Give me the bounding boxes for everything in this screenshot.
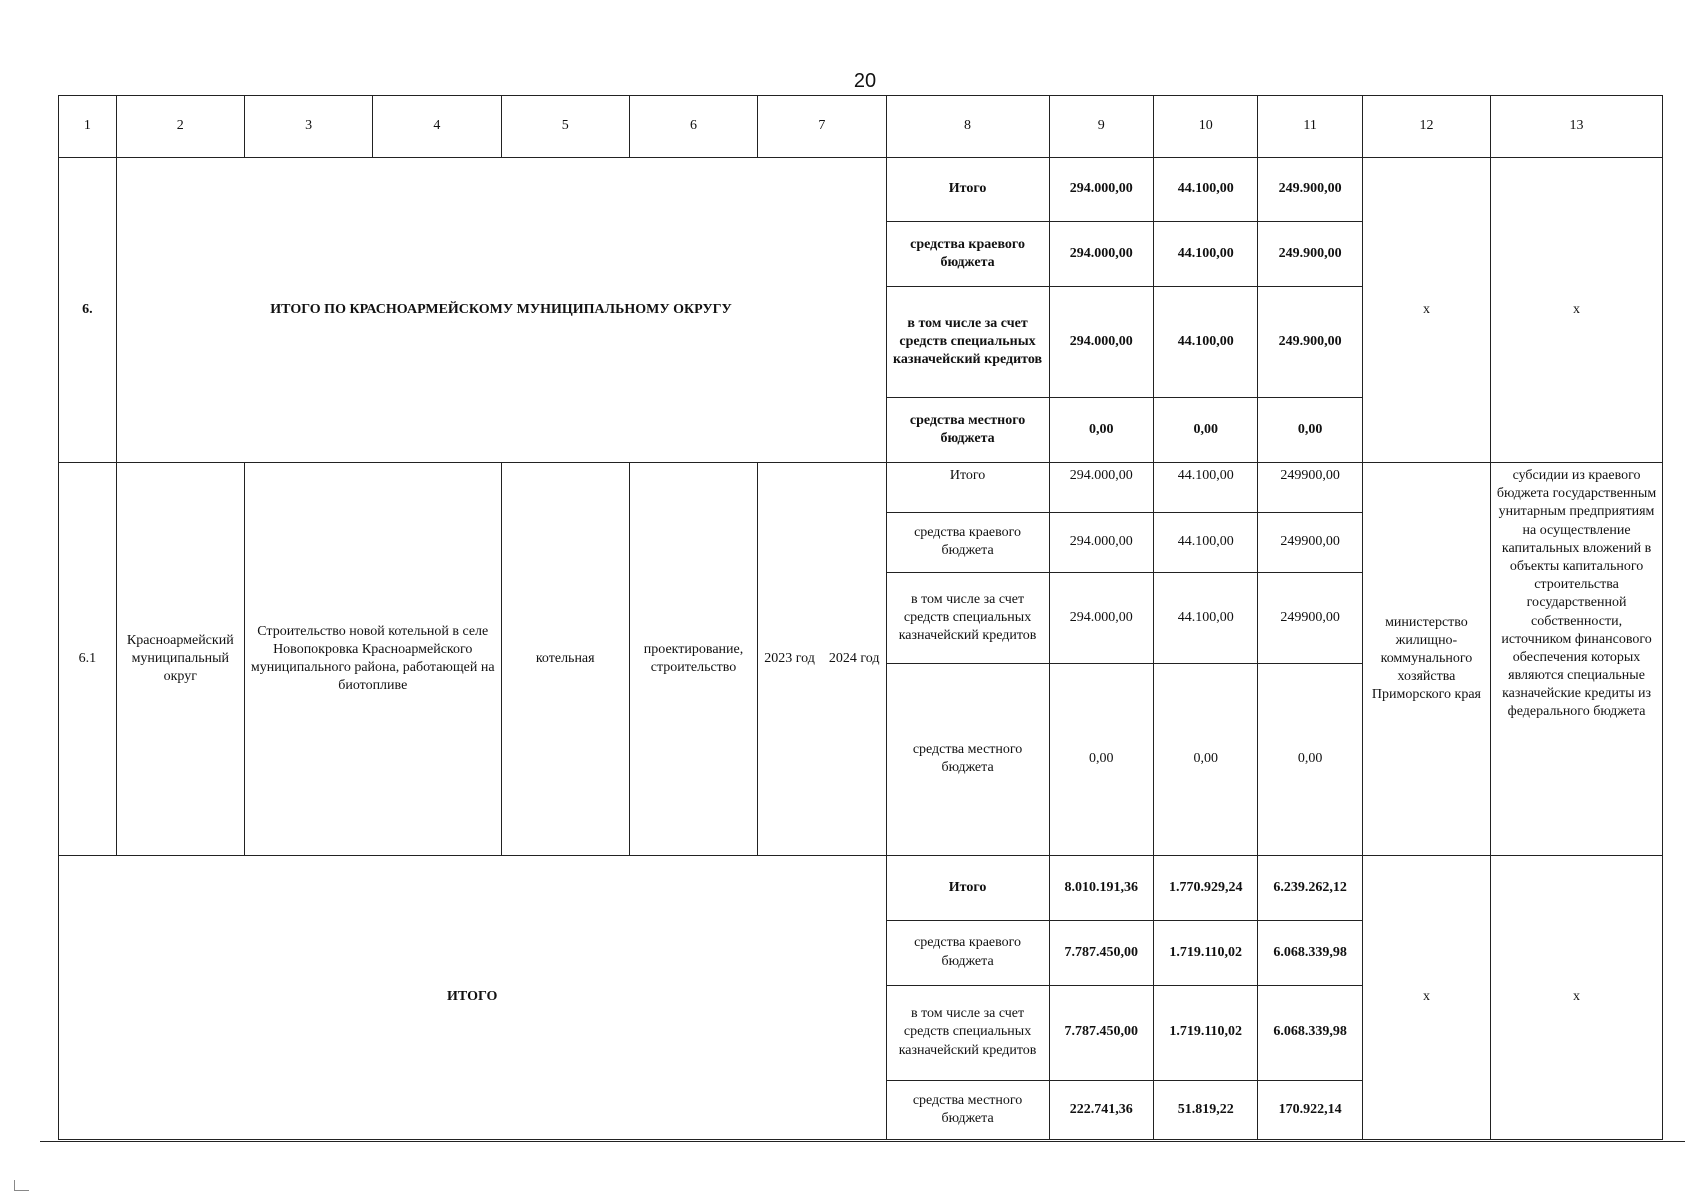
row61-c9: 294.000,00 (1049, 463, 1153, 513)
total-c10: 51.819,22 (1154, 1080, 1258, 1139)
col-header-8: 8 (886, 96, 1049, 158)
section6-c9: 294.000,00 (1049, 222, 1153, 287)
row61-label: Итого (886, 463, 1049, 513)
total-label: средства местного бюджета (886, 1080, 1049, 1139)
total-title: ИТОГО (59, 855, 887, 1139)
col-header-7: 7 (758, 96, 886, 158)
page-number: 20 (853, 70, 877, 92)
total-c13: х (1491, 855, 1663, 1139)
section6-c9: 0,00 (1049, 398, 1153, 463)
col-header-1: 1 (59, 96, 117, 158)
total-c11: 6.239.262,12 (1258, 855, 1362, 920)
col-header-2: 2 (116, 96, 244, 158)
total-c9: 8.010.191,36 (1049, 855, 1153, 920)
col-header-10: 10 (1154, 96, 1258, 158)
row61-c9: 294.000,00 (1049, 512, 1153, 572)
row61-c9: 294.000,00 (1049, 573, 1153, 664)
section6-c11: 249.900,00 (1258, 222, 1362, 287)
col-header-13: 13 (1491, 96, 1663, 158)
col-header-5: 5 (501, 96, 629, 158)
section6-c11: 249.900,00 (1258, 157, 1362, 222)
row61-c11: 249900,00 (1258, 512, 1362, 572)
row61-c10: 44.100,00 (1154, 573, 1258, 664)
section6-c10: 44.100,00 (1154, 157, 1258, 222)
total-c12: х (1362, 855, 1490, 1139)
row61-c11: 249900,00 (1258, 463, 1362, 513)
total-label: в том числе за счет средств специальных казначейский кредитов (886, 985, 1049, 1080)
section6-c9: 294.000,00 (1049, 287, 1153, 398)
section6-c10: 44.100,00 (1154, 222, 1258, 287)
section6-title: ИТОГО ПО КРАСНОАРМЕЙСКОМУ МУНИЦИПАЛЬНОМУ ОКРУГУ (116, 157, 886, 462)
row61-c12: министерство жилищно-коммунального хозяйства Приморского края (1362, 463, 1490, 856)
section6-number: 6. (59, 157, 117, 462)
row61-type: котельная (501, 463, 629, 856)
section6-label: Итого (886, 157, 1049, 222)
col-header-6: 6 (629, 96, 757, 158)
section6-label: в том числе за счет средств специальных казначейский кредитов (886, 287, 1049, 398)
row61-c13: субсидии из краевого бюджета государственным унитарным предприятиям на осуществление капитальных вложений в объекты капитального строительства государственной собственности, источником финансового обеспечения которых являются специальные казначейские кредиты из федерального бюджета (1491, 463, 1663, 856)
section6-label: средства краевого бюджета (886, 222, 1049, 287)
col-header-12: 12 (1362, 96, 1490, 158)
section6-c9: 294.000,00 (1049, 157, 1153, 222)
row61-label: в том числе за счет средств специальных казначейский кредитов (886, 573, 1049, 664)
col-header-11: 11 (1258, 96, 1362, 158)
col-header-3: 3 (244, 96, 372, 158)
total-label: средства краевого бюджета (886, 920, 1049, 985)
section6-c12: х (1362, 157, 1490, 462)
total-c10: 1.719.110,02 (1154, 985, 1258, 1080)
total-c9: 7.787.450,00 (1049, 985, 1153, 1080)
column-numbers-row (59, 96, 1663, 158)
total-row-total (59, 855, 1663, 920)
row61-stage: проектирование, строительство (629, 463, 757, 856)
row61-start: 2023 год (764, 650, 815, 666)
row61-c10: 44.100,00 (1154, 463, 1258, 513)
total-label: Итого (886, 855, 1049, 920)
row61-start-end (758, 463, 886, 856)
total-c10: 1.719.110,02 (1154, 920, 1258, 985)
total-c9: 7.787.450,00 (1049, 920, 1153, 985)
section6-c10: 0,00 (1154, 398, 1258, 463)
total-c9: 222.741,36 (1049, 1080, 1153, 1139)
total-c11: 6.068.339,98 (1258, 985, 1362, 1080)
col-header-9: 9 (1049, 96, 1153, 158)
total-c11: 170.922,14 (1258, 1080, 1362, 1139)
section6-row-total (59, 157, 1663, 222)
section6-c11: 249.900,00 (1258, 287, 1362, 398)
scan-corner-mark (14, 1180, 29, 1191)
row61-number: 6.1 (59, 463, 117, 856)
section6-label: средства местного бюджета (886, 398, 1049, 463)
total-c10: 1.770.929,24 (1154, 855, 1258, 920)
section6-c11: 0,00 (1258, 398, 1362, 463)
row61-label: средства краевого бюджета (886, 512, 1049, 572)
row61-municipality: Красноармейский муниципальный округ (116, 463, 244, 856)
row61-c10: 44.100,00 (1154, 512, 1258, 572)
row61-object: Строительство новой котельной в селе Новопокровка Красноармейского муниципального района, работающей на биотопливе (244, 463, 501, 856)
section6-c13: х (1491, 157, 1663, 462)
row61-label: средства местного бюджета (886, 663, 1049, 855)
row61-c9: 0,00 (1049, 663, 1153, 855)
section6-c10: 44.100,00 (1154, 287, 1258, 398)
total-c11: 6.068.339,98 (1258, 920, 1362, 985)
col-header-4: 4 (373, 96, 501, 158)
row61-c11: 0,00 (1258, 663, 1362, 855)
budget-table (58, 95, 1663, 1140)
row61-total (59, 463, 1663, 513)
row61-c10: 0,00 (1154, 663, 1258, 855)
row61-c11: 249900,00 (1258, 573, 1362, 664)
bottom-rule (40, 1141, 1685, 1142)
row61-end: 2024 год (828, 650, 880, 666)
